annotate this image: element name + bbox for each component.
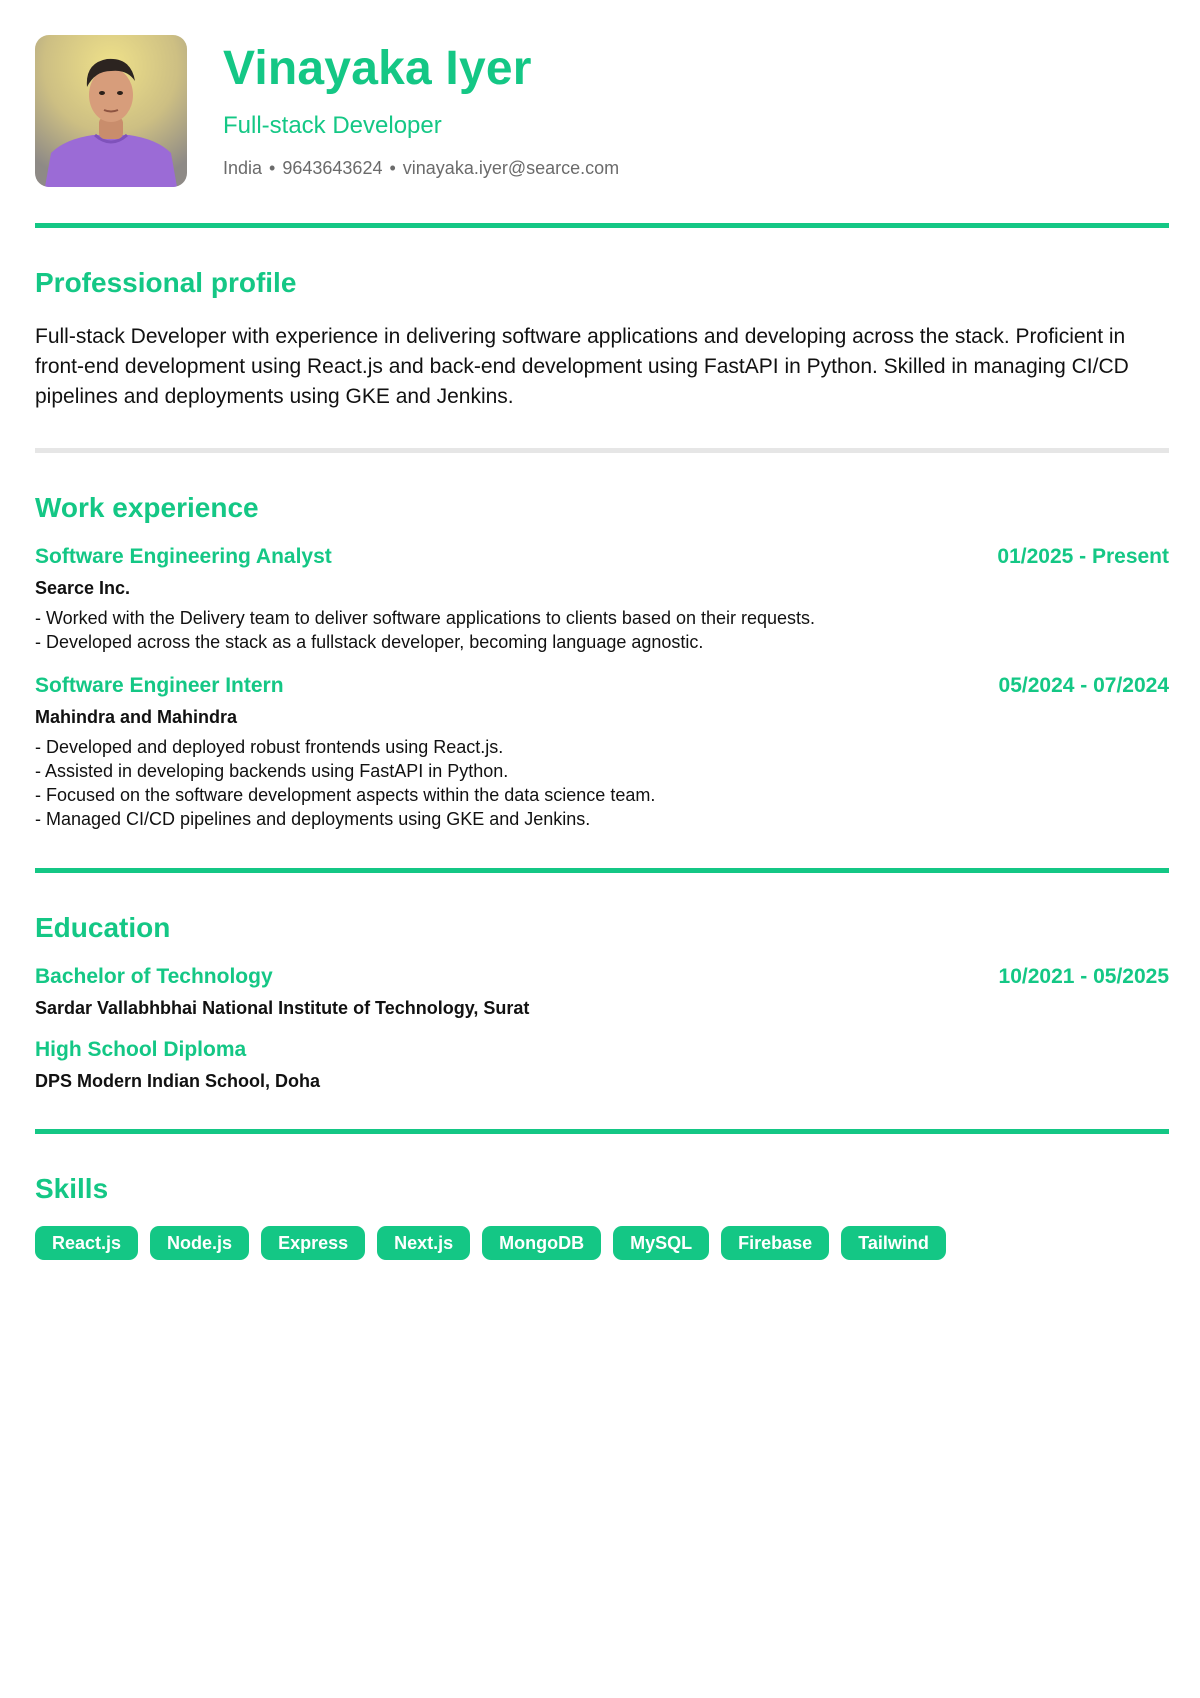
education-entry-header — [35, 964, 1169, 990]
skill-chip: Next.js — [377, 1226, 470, 1260]
job-company: Mahindra and Mahindra — [35, 707, 238, 727]
header-text — [223, 35, 619, 179]
experience-entry — [35, 544, 1169, 654]
experience-heading: Work experience — [35, 492, 259, 523]
contact-phone: 9643643624 — [282, 158, 383, 178]
education-entry-header — [35, 1037, 1169, 1063]
job-bullets — [35, 606, 1169, 654]
job-bullet: - Managed CI/CD pipelines and deployments using GKE and Jenkins. — [35, 809, 591, 829]
skills-section — [35, 1172, 1169, 1260]
education-entry — [35, 1037, 1169, 1092]
profile-heading: Professional profile — [35, 267, 297, 298]
skills-heading: Skills — [35, 1173, 109, 1204]
skill-chip: Node.js — [150, 1226, 249, 1260]
job-bullet: - Focused on the software development aspects within the data science team. — [35, 785, 656, 805]
skill-chip: MySQL — [613, 1226, 709, 1260]
job-role: Software Engineering Analyst — [35, 545, 332, 568]
experience-entry — [35, 673, 1169, 831]
degree-name: Bachelor of Technology — [35, 965, 273, 988]
divider — [35, 868, 1169, 873]
divider — [35, 223, 1169, 228]
contact-separator: • — [389, 158, 396, 178]
contact-location: India — [223, 158, 263, 178]
job-bullet: - Developed and deployed robust frontends using React.js. — [35, 737, 504, 757]
job-dates: 05/2024 - 07/2024 — [998, 674, 1169, 697]
job-company: Searce Inc. — [35, 578, 131, 598]
skills-list — [35, 1226, 1169, 1260]
profile-photo-illustration — [35, 35, 187, 187]
degree-dates: 10/2021 - 05/2025 — [998, 965, 1169, 988]
divider — [35, 448, 1169, 453]
school-name: Sardar Vallabhbhai National Institute of Technology, Surat — [35, 998, 530, 1018]
job-bullet: - Worked with the Delivery team to deliver software applications to clients based on their requests. — [35, 608, 816, 628]
job-bullet: - Developed across the stack as a fullstack developer, becoming language agnostic. — [35, 632, 704, 652]
school-name: DPS Modern Indian School, Doha — [35, 1071, 321, 1091]
skill-chip: React.js — [35, 1226, 138, 1260]
resume-page — [35, 35, 1169, 1260]
contact-separator: • — [269, 158, 276, 178]
job-bullet: - Assisted in developing backends using FastAPI in Python. — [35, 761, 509, 781]
job-dates: 01/2025 - Present — [997, 545, 1169, 568]
contact-line — [223, 157, 619, 179]
skill-chip: MongoDB — [482, 1226, 601, 1260]
candidate-name: Vinayaka Iyer — [223, 42, 532, 95]
education-entry — [35, 964, 1169, 1019]
education-heading: Education — [35, 912, 171, 943]
resume-header — [35, 35, 1169, 187]
skill-chip: Firebase — [721, 1226, 829, 1260]
experience-entry-header — [35, 544, 1169, 570]
skill-chip: Tailwind — [841, 1226, 946, 1260]
profile-section — [35, 266, 1169, 412]
experience-entry-header — [35, 673, 1169, 699]
skill-chip: Express — [261, 1226, 365, 1260]
job-bullets — [35, 735, 1169, 831]
profile-photo — [35, 35, 187, 187]
profile-summary: Full-stack Developer with experience in delivering software applications and developing across the stack. Proficient in front-end development using React.js and back-end development using FastAPI in Python. Skilled in managing CI/CD pipelines and deployments using GKE and Jenkins. — [35, 325, 1129, 408]
experience-section — [35, 491, 1169, 831]
education-section — [35, 911, 1169, 1092]
candidate-title: Full-stack Developer — [223, 112, 442, 139]
divider — [35, 1129, 1169, 1134]
job-role: Software Engineer Intern — [35, 674, 284, 697]
contact-email: vinayaka.iyer@searce.com — [402, 158, 620, 178]
degree-name: High School Diploma — [35, 1038, 247, 1061]
